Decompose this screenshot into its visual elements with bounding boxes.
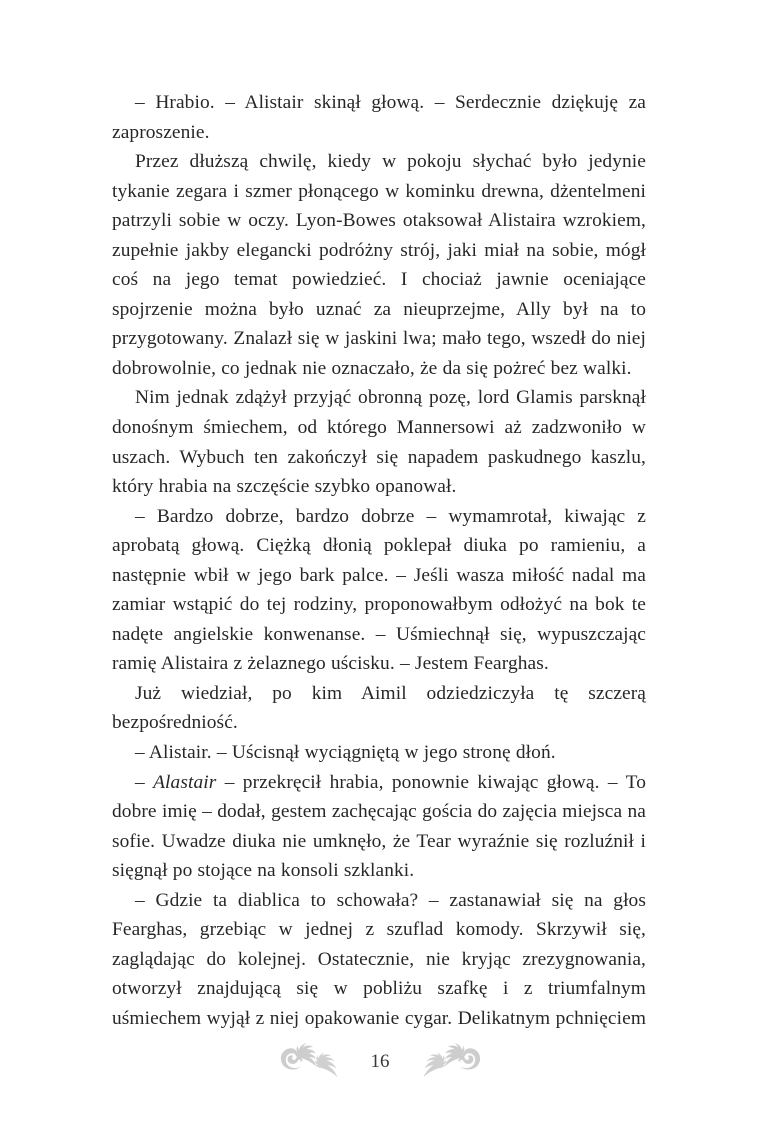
paragraph: – Alistair. – Uścisnął wyciągniętą w jego stronę dłoń.: [135, 742, 556, 764]
body-text-column: [112, 88, 646, 1034]
paragraph: – Gdzie ta diablica to schowała? – zastanawiał się na głos Fearghas, grzebiąc w jednej z szuflad komody. Skrzywił się, zaglądając do kolejnej. Ostatecznie, nie kryjąc zrezygnowania, otworzył znajdującą się w pobliżu szafkę i z triumfalnym uśmiechem wyjął z niej opakowanie cygar. Delikatnym pchnięciem: [112, 889, 646, 1029]
paragraph: Przez dłuższą chwilę, kiedy w pokoju słychać było jedynie tykanie zegara i szmer płonącego w kominku drewna, dżentelmeni patrzyli sobie w oczy. Lyon-Bowes otaksował Alistaira wzrokiem, zupełnie jakby elegancki podróżny strój, jaki miał na sobie, mógł coś na jego temat powiedzieć. I chociaż jawnie oceniające spojrzenie można było uznać za nieuprzejme, Ally był na to przygotowany. Znalazł się w jaskini lwa; mało tego, wszedł do niej dobrowolnie, co jednak nie oznaczało, że da się pożreć bez walki.: [112, 151, 646, 379]
flourish-right-icon: [404, 1040, 490, 1080]
paragraph: Nim jednak zdążył przyjąć obronną pozę, lord Glamis parsknął donośnym śmiechem, od którego Mannersowi aż zadzwoniło w uszach. Wybuch ten zakończył się napadem paskudnego kaszlu, który hrabia na szczęście szybko opanował.: [112, 387, 646, 498]
page-footer: [0, 1032, 760, 1088]
paragraph: – Hrabio. – Alistair skinął głową. – Serdecznie dziękuję za zaproszenie.: [112, 92, 646, 143]
paragraph-rest: – przekręcił hrabia, ponownie kiwając głową. – To dobre imię – dodał, gestem zachęcając gościa do zajęcia miejsca na sofie. Uwadze diuka nie umknęło, że Tear wyraźnie się rozluźnił i sięgnął po stojące na konsoli szklanki.: [112, 771, 646, 882]
dash-prefix: –: [135, 771, 154, 793]
italic-name: Alastair: [153, 771, 217, 793]
paragraph: – Bardzo dobrze, bardzo dobrze – wymamrotał, kiwając z aprobatą głową. Ciężką dłonią poklepał diuka po ramieniu, a następnie wbił w jego bark palce. – Jeśli wasza miłość nadal ma zamiar wstąpić do tej rodziny, proponowałbym odłożyć na bok te nadęte angielskie konwenanse. – Uśmiechnął się, wypuszczając ramię Alistaira z żelaznego uścisku. – Jestem Fearghas.: [112, 505, 646, 675]
paragraph-with-italic: [112, 768, 646, 886]
page-number: 16: [370, 1050, 390, 1072]
paragraph: Już wiedział, po kim Aimil odziedziczyła tę szczerą bezpośredniość.: [112, 682, 646, 734]
flourish-left-icon: [271, 1040, 357, 1080]
